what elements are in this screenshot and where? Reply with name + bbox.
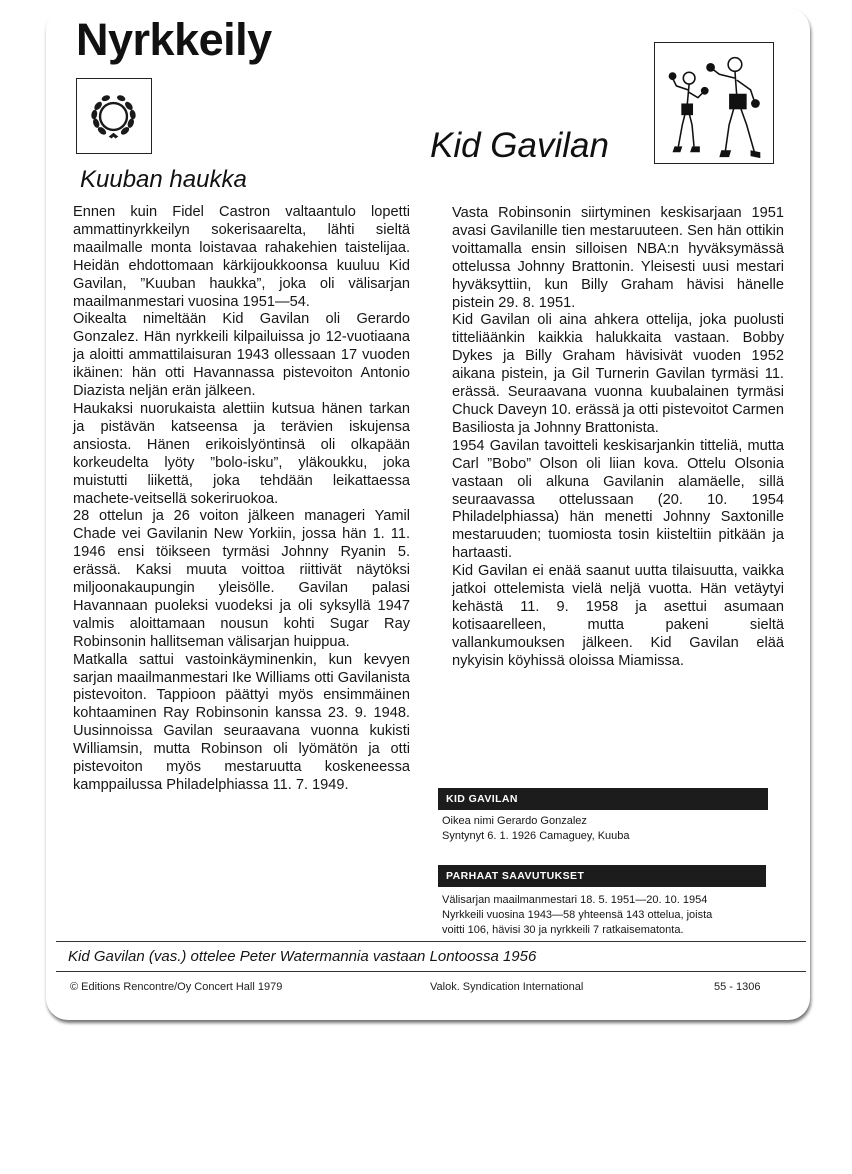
athlete-name: Kid Gavilan xyxy=(430,126,609,165)
info-box xyxy=(442,814,772,844)
caption-bottom-rule xyxy=(56,971,806,972)
sport-title: Nyrkkeily xyxy=(76,14,272,65)
boxers-icon xyxy=(655,43,772,162)
achievements-heading: PARHAAT SAAVUTUKSET xyxy=(438,865,766,887)
article-left-column xyxy=(73,204,410,795)
achievement-line: Välisarjan maailmanmestari 18. 5. 1951—20. 10. 1954 xyxy=(442,894,708,906)
caption-top-rule xyxy=(56,941,806,942)
paragraph: Ennen kuin Fidel Castron valtaantulo lopetti ammattinyrkkeilyn sokerisaarelta, lähti sieltä maailmalle monta loistavaa rahakehien taistelijaa. Heidän ehdottomaan kärkijoukkoonsa kuuluu Kid Gavilan, ”Kuuban haukka”, joka oli välisarjan maailmanmestari vuosina 1951—54. xyxy=(73,204,410,310)
achievement-line: Nyrkkeili vuosina 1943—58 yhteensä 143 ottelua, joista xyxy=(442,909,713,921)
info-box-heading: KID GAVILAN xyxy=(438,788,768,810)
copyright-text: © Editions Rencontre/Oy Concert Hall 1979 xyxy=(70,981,283,993)
laurel-wreath-icon xyxy=(77,79,150,152)
paragraph: Vasta Robinsonin siirtyminen keskisarjaan 1951 avasi Gavilanille tien mestaruuteen. Sen hän ottikin voittamalla ensin silloisen NBA:n hyväksymässä ottelussa Johnny Brattonin. Yleisesti uusi mestari hyväksyttiin, kun Billy Graham hävisi hänelle pistein 29. 8. 1951. xyxy=(452,205,784,311)
info-line: Oikea nimi Gerardo Gonzalez xyxy=(442,815,587,827)
photo-credit: Valok. Syndication International xyxy=(430,981,584,993)
card-number: 55 - 1306 xyxy=(714,981,761,993)
paragraph: Oikealta nimeltään Kid Gavilan oli Gerardo Gonzalez. Hän nyrkkeili kilpailuissa jo 12-vuotiaana ja aloitti ammattilaisuran 1943 ollessaan 17 vuoden ikäinen: hän otti Havannassa pistevoiton Antonio Diazista neljän erän jälkeen. xyxy=(73,311,410,400)
paragraph: Matkalla sattui vastoinkäyminenkin, kun kevyen sarjan maailmanmestari Ike Williams otti Gavilanista pistevoiton. Tappioon päättyi myös ensimmäinen kohtaaminen Ray Robinsonin kanssa 23. 9. 1948. Uusinnoissa Gavilan seuraavana vuonna kukisti Williamsin, mutta Robinson oli lyömätön ja otti pistevoiton myös mestaruutta koskeneessa kamppailussa Philadelphiassa 11. 7. 1949. xyxy=(73,651,410,793)
sport-card xyxy=(46,8,810,1020)
boxers-illustration xyxy=(654,42,774,164)
achievements-box xyxy=(442,893,782,938)
paragraph: Kid Gavilan ei enää saanut uutta tilaisuutta, vaikka jatkoi ottelemista vielä neljä vuotta. Hän vetäytyi kehästä 11. 9. 1958 ja asettui asumaan kotisaarelleen, mutta pakeni sieltä vallankumouksen jälkeen. Kid Gavilan elää nykyisin köyhissä oloissa Miamissa. xyxy=(452,563,784,669)
photo-caption: Kid Gavilan (vas.) ottelee Peter Watermannia vastaan Lontoossa 1956 xyxy=(68,948,537,965)
paragraph: Kid Gavilan oli aina ahkera ottelija, joka puolusti titteliäänkin kaikkia halukkaita vastaan. Bobby Dykes ja Billy Graham hävisivät vuoden 1952 aikana pistein, ja Gil Turnerin Gavilan tyrmäsi 11. erässä. Seuraavana vuonna kuubalainen tyrmäsi Chuck Daveyn 10. erässä ja otti pistevoitot Carmen Basiliosta ja Johnny Brattonista. xyxy=(452,312,784,436)
nickname: Kuuban haukka xyxy=(80,166,247,193)
achievement-line: voitti 106, hävisi 30 ja nyrkkeili 7 ratkaisematonta. xyxy=(442,924,684,936)
paragraph: Haukaksi nuorukaista alettiin kutsua hänen tarkan ja pistävän katseensa ja terävien iskujensa ansiosta. Hänen erikoislyöntinsä oli olkapään korkeudelta lyöty ”bolo-isku”, yläkoukku, joka muistutti liikettä, joka tehdään leikattaessa machete-veitsellä sokeriruokoa. xyxy=(73,400,410,507)
article-right-column xyxy=(452,205,784,671)
laurel-emblem xyxy=(76,78,152,154)
paragraph: 1954 Gavilan tavoitteli keskisarjankin titteliä, mutta Carl ”Bobo” Olson oli liian kova. Ottelu Olsonia vastaan oli alkuna Gavilanin alamäelle, sillä seuraavassa ottelussaan (20. 10. 1954 Philadelphiassa) hän menetti Johnny Saxtonille mestaruuden; tuomiosta tosin kiisteltiin pitkään ja hartaasti. xyxy=(452,437,784,562)
paragraph: 28 ottelun ja 26 voiton jälkeen manageri Yamil Chade vei Gavilanin New Yorkiin, jossa hän 1. 11. 1946 ensi töikseen tyrmäsi Johnny Ryanin 5. erässä. Kaksi muuta voittoa riittivät näytöksi miljoonakaupungin yleisölle. Gavilan palasi Havannaan puoleksi vuodeksi ja oli syksyllä 1947 valmis aloittamaan nousun kohti Sugar Ray Robinsonin hallitseman välisarjan huippua. xyxy=(73,508,410,650)
info-line: Syntynyt 6. 1. 1926 Camaguey, Kuuba xyxy=(442,830,630,842)
